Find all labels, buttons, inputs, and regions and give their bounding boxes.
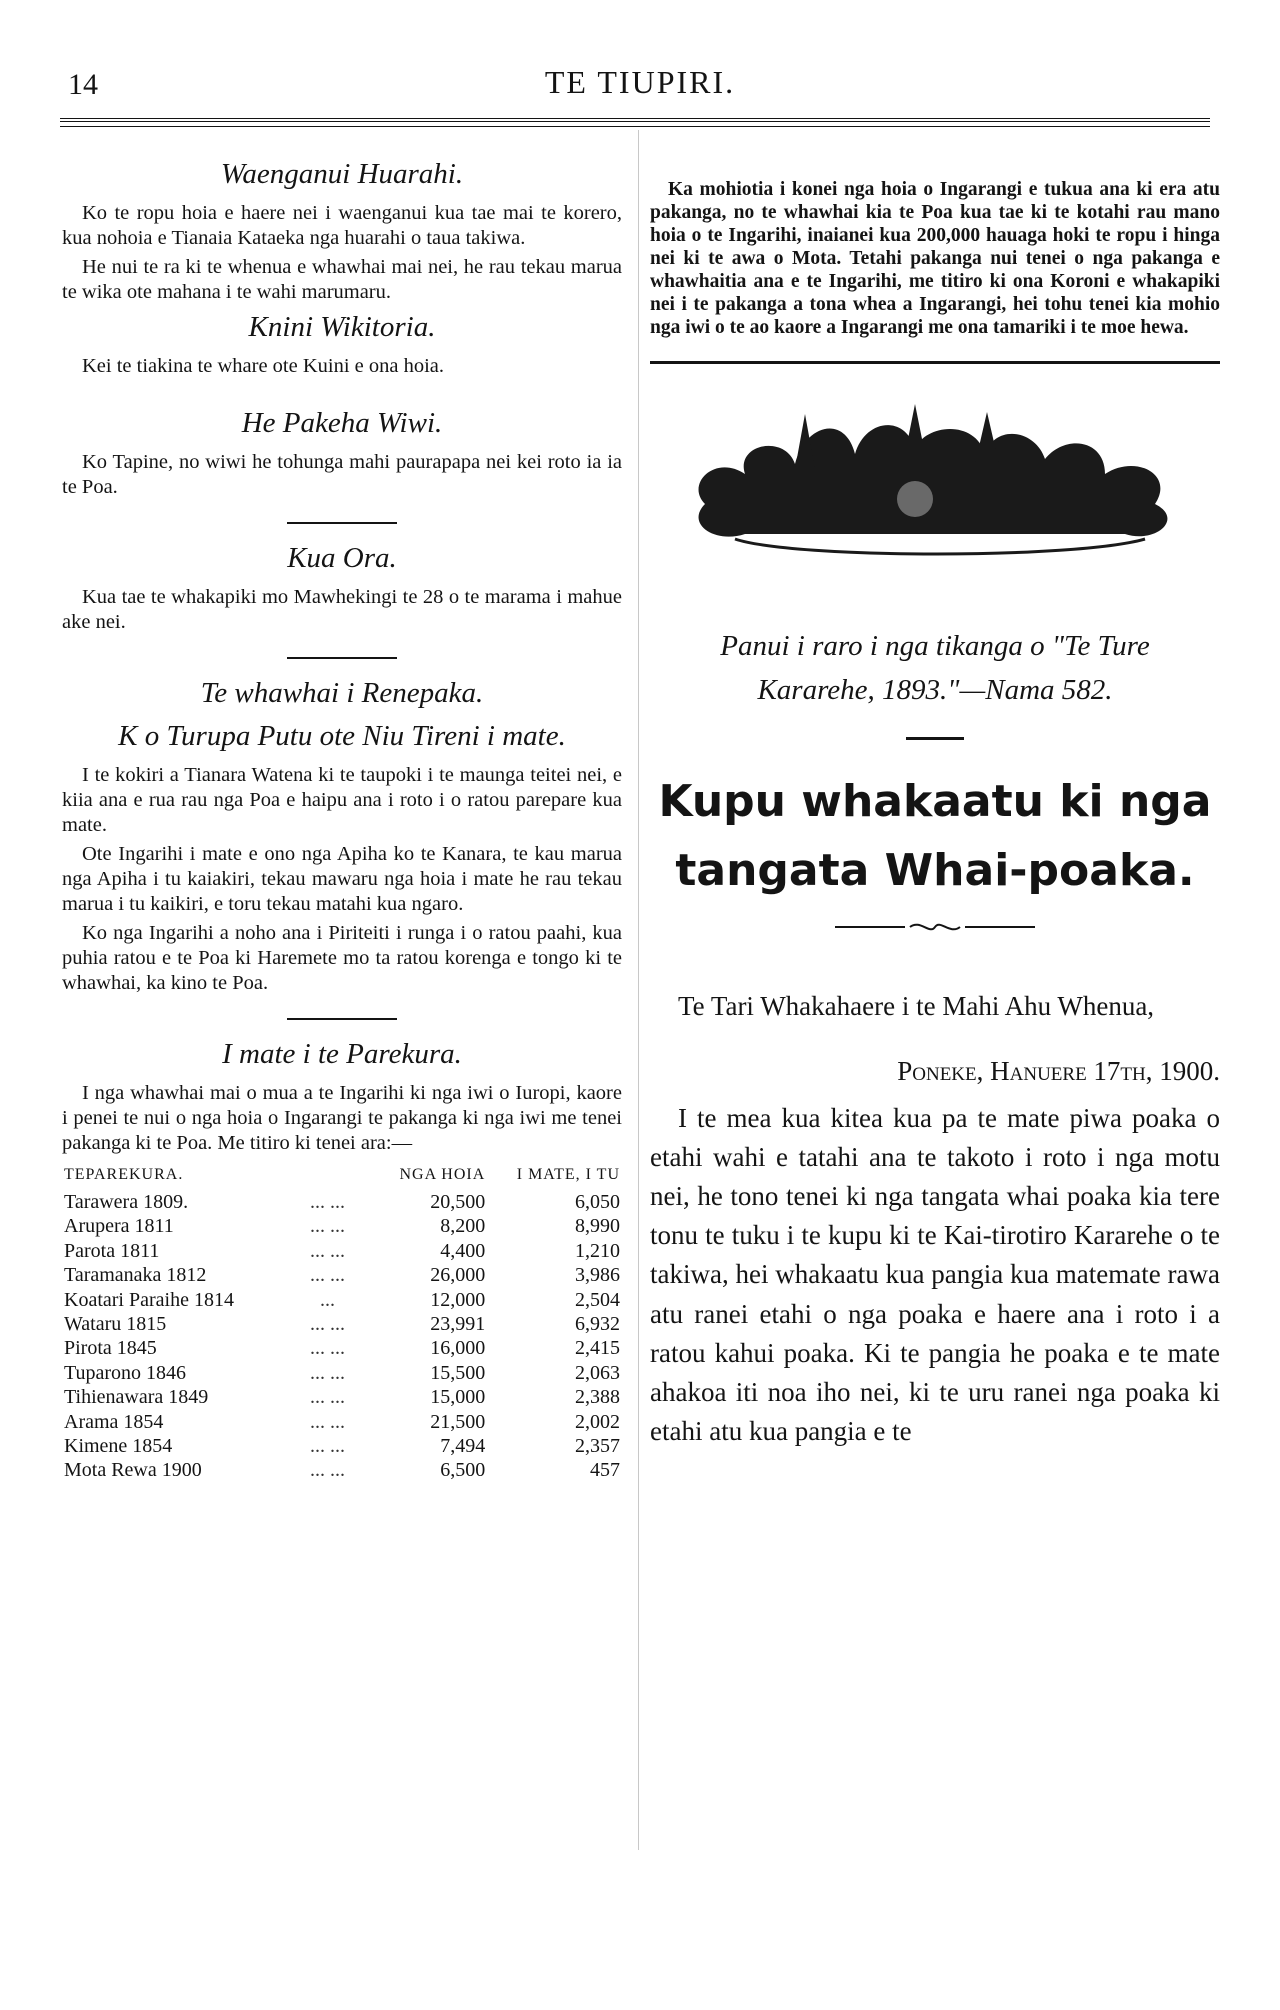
table-cell-name: Pirota 1845 bbox=[64, 1337, 157, 1360]
table-cell-dots: ... ... bbox=[310, 1312, 345, 1335]
table-cell-hoia: 20,500 bbox=[430, 1191, 486, 1213]
paragraph-soldiers: Ka mohiotia i konei nga hoia o Ingarangi e tukua ana ki era atu pakanga, no te whawhai kia te Poa kua tae ki te kotahi rau mano hoia o te Ingarihi, inaianei kua 200,000 hauaga hoki te ropu i hinga nei ki te awa o Mota. Tetahi pakanga nui tenei o nga pakanga e whawhaitia ana e te Ingarihi, me titiro ki ona Koroni e whakapiki nei i te pakanga a tona whea a Ingarangi, hei tohu tenei kia mohio nga iwi o te ao kaore a Ingarangi me ona tamariki i te moe hewa. bbox=[650, 178, 1220, 338]
table-cell-mate: 6,932 bbox=[575, 1312, 620, 1335]
table-cell-hoia: 12,000 bbox=[430, 1288, 486, 1311]
table-cell-name: Taramanaka 1812 bbox=[64, 1264, 207, 1287]
table-row bbox=[62, 1312, 622, 1336]
table-cell-name: Mota Rewa 1900 bbox=[64, 1459, 202, 1482]
notice-body: I te mea kua kitea kua pa te mate piwa poaka o etahi wahi e tatahi ana te takoto i roto i nga motu nei, he tono tenei ki nga tangata whai poaka kia tere tonu te tuku i te kupu ki te Kai-tirotiro Kararehe o te takiwa, hei whakaatu kua pangia kua matemate rawa atu ranei etahi o nga poaka e haere ana i roto i a ratou kahui poaka. Ki te pangia he poaka e te mate ahakoa iti noa iho nei, ki te uru ranei nga poaka ki etahi atu kua pangia e te bbox=[650, 1102, 1220, 1447]
paragraph: He nui te ra ki te whenua e whawhai mai nei, he rau tekau marua te wika ote mahana i te wahi marumaru. bbox=[62, 256, 622, 303]
headline-line: Kupu whakaatu ki nga bbox=[658, 776, 1212, 828]
section-rule bbox=[650, 361, 1220, 364]
heading-renepaka: Te whawhai i Renepaka. bbox=[200, 677, 484, 709]
table-cell-dots: ... ... bbox=[310, 1386, 345, 1409]
table-row bbox=[62, 1288, 622, 1312]
section-rule bbox=[906, 737, 964, 740]
table-cell-name: Kimene 1854 bbox=[64, 1434, 173, 1457]
heading-waenganui: Waenganui Huarahi. bbox=[220, 158, 464, 190]
table-cell-mate: 2,063 bbox=[575, 1361, 620, 1384]
table-cell-hoia: 7,494 bbox=[440, 1434, 486, 1457]
casualty-table-body bbox=[62, 1190, 622, 1483]
table-cell-dots: ... ... bbox=[310, 1215, 345, 1238]
table-cell-mate: 1,210 bbox=[575, 1239, 620, 1262]
table-row bbox=[62, 1214, 622, 1238]
table-cell-mate: 6,050 bbox=[575, 1191, 620, 1213]
heading-pakeha-wiwi: He Pakeha Wiwi. bbox=[241, 407, 443, 439]
column-divider bbox=[638, 130, 639, 1850]
table-row bbox=[62, 1410, 622, 1434]
table-header-row bbox=[62, 1162, 622, 1190]
table-row bbox=[62, 1385, 622, 1409]
heading-kuini: Knini Wikitoria. bbox=[248, 311, 436, 343]
table-cell-hoia: 15,000 bbox=[430, 1386, 486, 1409]
dateline: Poneke, Hanuere 17th, 1900. bbox=[897, 1055, 1220, 1086]
notice-headline bbox=[650, 768, 1220, 904]
table-cell-hoia: 26,000 bbox=[430, 1264, 486, 1287]
paragraph: I nga whawhai mai o mua a te Ingarihi ki nga iwi o Iuropi, kaore i penei te nui o nga hoia o Ingarangi te pakanga ki nga iwi me tenei pakanga ki te Poa. Me titiro ki tenei ara:— bbox=[62, 1082, 622, 1154]
table-cell-mate: 2,002 bbox=[575, 1410, 620, 1433]
table-cell-hoia: 4,400 bbox=[440, 1239, 486, 1262]
decorative-landscape-illustration bbox=[675, 394, 1195, 584]
department-line: Te Tari Whakahaere i te Mahi Ahu Whenua, bbox=[678, 990, 1155, 1021]
table-cell-mate: 2,388 bbox=[575, 1386, 620, 1409]
left-column bbox=[62, 152, 622, 1483]
table-cell-name: Tarawera 1809. bbox=[64, 1191, 189, 1213]
notice-line: Kararehe, 1893."—Nama 582. bbox=[757, 674, 1113, 707]
table-row bbox=[62, 1190, 622, 1214]
table-cell-name: Arama 1854 bbox=[64, 1410, 164, 1433]
table-cell-name: Wataru 1815 bbox=[64, 1312, 167, 1335]
table-header: NGA HOIA bbox=[399, 1166, 486, 1183]
table-cell-hoia: 16,000 bbox=[430, 1337, 486, 1360]
paragraph: Ko te ropu hoia e haere nei i waenganui kua tae mai te korero, kua nohoia e Tianaia Kataeka nga huarahi o taua takiwa. bbox=[62, 202, 622, 249]
table-cell-hoia: 21,500 bbox=[430, 1410, 486, 1433]
table-cell-dots: ... ... bbox=[310, 1264, 345, 1287]
table-cell-hoia: 8,200 bbox=[440, 1215, 486, 1238]
table-cell-dots: ... bbox=[320, 1288, 335, 1311]
table-cell-mate: 2,415 bbox=[575, 1337, 620, 1360]
table-cell-hoia: 15,500 bbox=[430, 1361, 486, 1384]
table-cell-name: Parota 1811 bbox=[64, 1239, 160, 1262]
table-cell-hoia: 23,991 bbox=[430, 1312, 486, 1335]
table-cell-name: Arupera 1811 bbox=[64, 1215, 174, 1238]
table-cell-name: Tihienawara 1849 bbox=[64, 1386, 209, 1409]
table-cell-mate: 2,504 bbox=[575, 1288, 620, 1311]
table-cell-dots: ... ... bbox=[310, 1459, 345, 1482]
heading-kua-ora: Kua Ora. bbox=[287, 542, 397, 574]
table-row bbox=[62, 1336, 622, 1360]
section-rule bbox=[287, 522, 397, 524]
table-cell-name: Koatari Paraihe 1814 bbox=[64, 1288, 234, 1311]
table-cell-dots: ... ... bbox=[310, 1239, 345, 1262]
table-cell-dots: ... ... bbox=[310, 1361, 345, 1384]
table-row bbox=[62, 1361, 622, 1385]
table-cell-dots: ... ... bbox=[310, 1191, 345, 1213]
table-cell-dots: ... ... bbox=[310, 1337, 345, 1360]
running-title: TE TIUPIRI. bbox=[544, 64, 736, 100]
paragraph: Kua tae te whakapiki mo Mawhekingi te 28 o te marama i mahue ake nei. bbox=[62, 586, 622, 633]
table-cell-mate: 8,990 bbox=[575, 1215, 620, 1238]
paragraph: Kei te tiakina te whare ote Kuini e ona hoia. bbox=[82, 355, 445, 377]
heading-turupa-putu: K o Turupa Putu ote Niu Tireni i mate. bbox=[118, 720, 566, 752]
paragraph: Ote Ingarihi i mate e ono nga Apiha ko te Kanara, te kau marua nga Apiha i tu kaiakiri, tekau mawaru nga hoia i mate he rau tekau marua i tu kaikiri, e toru tekau matahi kua ngaro. bbox=[62, 843, 622, 915]
header-rule bbox=[60, 118, 1210, 127]
table-row bbox=[62, 1263, 622, 1287]
paragraph: Ko nga Ingarihi a noho ana i Piriteiti i runga i o ratou paahi, kua puhia ratou e te Poa ki Haremete mo ta ratou korenga e tongo ki te whawhai, ka kino te Poa. bbox=[62, 922, 622, 994]
heading-parekura: I mate i te Parekura. bbox=[222, 1038, 462, 1070]
section-rule bbox=[287, 1018, 397, 1020]
table-cell-dots: ... ... bbox=[310, 1410, 345, 1433]
paragraph: I te kokiri a Tianara Watena ki te taupoki i te maunga teitei nei, e kiia ana e rua rau nga Poa e haipu ana i roto i o ratou parepare kua mate. bbox=[62, 764, 622, 836]
notice-reference bbox=[650, 624, 1220, 714]
right-column bbox=[650, 158, 1220, 1451]
ornament-rule-icon bbox=[835, 919, 1035, 935]
casualty-table bbox=[62, 1162, 622, 1483]
table-cell-mate: 457 bbox=[590, 1459, 620, 1482]
table-row bbox=[62, 1239, 622, 1263]
table-header: I MATE, I TU bbox=[516, 1166, 620, 1183]
table-cell-dots: ... ... bbox=[310, 1434, 345, 1457]
section-rule bbox=[287, 657, 397, 659]
table-cell-mate: 3,986 bbox=[575, 1264, 620, 1287]
table-cell-hoia: 6,500 bbox=[440, 1459, 486, 1482]
paragraph: Ko Tapine, no wiwi he tohunga mahi paurapapa nei kei roto ia ia te Poa. bbox=[62, 451, 622, 498]
table-cell-name: Tuparono 1846 bbox=[64, 1361, 187, 1384]
headline-line: tangata Whai-poaka. bbox=[675, 844, 1195, 896]
notice-line: Panui i raro i nga tikanga o "Te Ture bbox=[720, 629, 1150, 662]
page-number: 14 bbox=[68, 68, 98, 101]
table-header: TEPAREKURA. bbox=[64, 1166, 184, 1183]
table-row bbox=[62, 1458, 622, 1482]
table-row bbox=[62, 1434, 622, 1458]
table-cell-mate: 2,357 bbox=[575, 1434, 620, 1457]
